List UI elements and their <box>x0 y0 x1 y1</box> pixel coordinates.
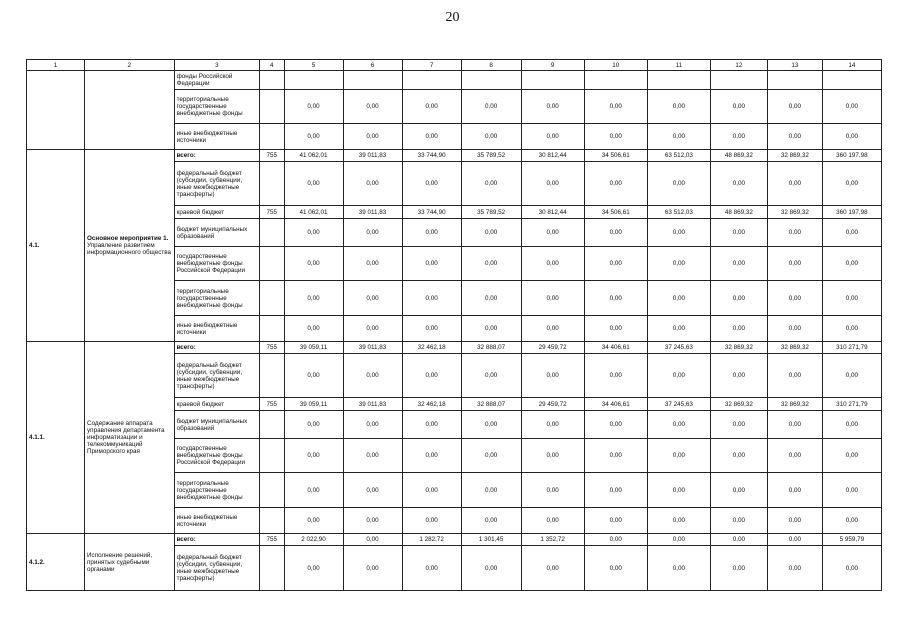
amount-cell: 0,00 <box>710 247 767 281</box>
budget-code <box>260 411 284 439</box>
row-index: 4.1. <box>27 150 85 342</box>
row-title <box>85 534 175 591</box>
amount-cell: 32 462,18 <box>402 398 461 411</box>
amount-cell: 0,00 <box>710 316 767 342</box>
amount-cell: 0,00 <box>767 281 822 316</box>
funding-source: федеральный бюджет (субсидии, субвенции, иные межбюджетные трансферты) <box>174 354 260 398</box>
amount-cell: 0,00 <box>647 162 710 206</box>
amount-cell: 0,00 <box>710 162 767 206</box>
funding-source: всего: <box>174 150 260 162</box>
amount-cell: 37 245,63 <box>647 342 710 354</box>
amount-cell: 0,00 <box>767 439 822 473</box>
amount-cell: 0,00 <box>461 162 521 206</box>
amount-cell <box>521 71 584 90</box>
amount-cell: 32 888,07 <box>461 342 521 354</box>
amount-cell <box>402 71 461 90</box>
funding-source: иные внебюджетные источники <box>174 316 260 342</box>
amount-cell: 0,00 <box>402 411 461 439</box>
amount-cell: 0,00 <box>584 90 647 124</box>
amount-cell: 39 059,11 <box>284 398 343 411</box>
amount-cell: 0,00 <box>584 534 647 546</box>
amount-cell: 41 062,01 <box>284 206 343 219</box>
amount-cell: 0,00 <box>710 508 767 534</box>
column-header: 8 <box>461 60 521 71</box>
amount-cell: 0,00 <box>284 162 343 206</box>
amount-cell: 0,00 <box>284 508 343 534</box>
amount-cell: 0,00 <box>521 354 584 398</box>
amount-cell: 63 512,03 <box>647 150 710 162</box>
amount-cell: 0,00 <box>461 473 521 508</box>
table-row <box>27 71 882 90</box>
amount-cell: 0,00 <box>521 281 584 316</box>
amount-cell: 32 869,32 <box>767 206 822 219</box>
amount-cell: 0,00 <box>647 354 710 398</box>
amount-cell: 0,00 <box>647 534 710 546</box>
amount-cell <box>343 71 402 90</box>
column-header: 4 <box>260 60 284 71</box>
amount-cell: 0,00 <box>343 534 402 546</box>
amount-cell: 30 812,44 <box>521 150 584 162</box>
funding-source: всего: <box>174 342 260 354</box>
budget-code: 755 <box>260 398 284 411</box>
amount-cell: 0,00 <box>584 219 647 247</box>
amount-cell: 0,00 <box>521 219 584 247</box>
amount-cell: 35 789,52 <box>461 206 521 219</box>
amount-cell: 39 011,83 <box>343 150 402 162</box>
amount-cell <box>710 71 767 90</box>
amount-cell: 63 512,03 <box>647 206 710 219</box>
row-title <box>85 150 175 342</box>
table-row <box>27 150 882 162</box>
amount-cell: 0,00 <box>710 546 767 591</box>
amount-cell: 0,00 <box>822 473 881 508</box>
funding-source: краевой бюджет <box>174 398 260 411</box>
table-body <box>27 71 882 591</box>
amount-cell: 0,00 <box>284 90 343 124</box>
amount-cell: 0,00 <box>767 473 822 508</box>
budget-code <box>260 316 284 342</box>
amount-cell: 0,00 <box>521 473 584 508</box>
amount-cell: 0,00 <box>461 546 521 591</box>
row-title <box>85 342 175 534</box>
funding-source: федеральный бюджет (субсидии, субвенции, иные межбюджетные трансферты) <box>174 162 260 206</box>
amount-cell: 0,00 <box>461 90 521 124</box>
funding-source: территориальные государственные внебюджетные фонды <box>174 90 260 124</box>
amount-cell: 0,00 <box>647 411 710 439</box>
amount-cell: 0,00 <box>461 439 521 473</box>
funding-source: территориальные государственные внебюджетные фонды <box>174 473 260 508</box>
amount-cell: 0,00 <box>402 124 461 150</box>
funding-source: краевой бюджет <box>174 206 260 219</box>
budget-code <box>260 473 284 508</box>
amount-cell: 32 869,32 <box>767 150 822 162</box>
column-header: 12 <box>710 60 767 71</box>
amount-cell: 0,00 <box>822 162 881 206</box>
column-header: 5 <box>284 60 343 71</box>
budget-code <box>260 219 284 247</box>
amount-cell: 0,00 <box>647 439 710 473</box>
amount-cell: 0,00 <box>402 546 461 591</box>
amount-cell: 0,00 <box>584 316 647 342</box>
amount-cell: 0,00 <box>822 281 881 316</box>
amount-cell: 0,00 <box>767 534 822 546</box>
amount-cell: 37 245,63 <box>647 398 710 411</box>
amount-cell: 0,00 <box>822 219 881 247</box>
amount-cell: 2 022,90 <box>284 534 343 546</box>
funding-source: федеральный бюджет (субсидии, субвенции, иные межбюджетные трансферты) <box>174 546 260 591</box>
amount-cell: 0,00 <box>521 411 584 439</box>
amount-cell: 0,00 <box>584 162 647 206</box>
column-header: 7 <box>402 60 461 71</box>
amount-cell: 0,00 <box>343 90 402 124</box>
amount-cell: 0,00 <box>647 546 710 591</box>
amount-cell: 39 011,83 <box>343 398 402 411</box>
amount-cell: 0,00 <box>710 124 767 150</box>
amount-cell: 0,00 <box>822 411 881 439</box>
column-header: 6 <box>343 60 402 71</box>
amount-cell: 39 011,83 <box>343 206 402 219</box>
amount-cell: 0,00 <box>584 473 647 508</box>
amount-cell: 0,00 <box>343 546 402 591</box>
amount-cell: 0,00 <box>284 473 343 508</box>
amount-cell: 32 888,07 <box>461 398 521 411</box>
amount-cell: 41 062,01 <box>284 150 343 162</box>
amount-cell <box>822 71 881 90</box>
amount-cell: 0,00 <box>521 90 584 124</box>
amount-cell: 0,00 <box>767 162 822 206</box>
amount-cell: 39 011,83 <box>343 342 402 354</box>
amount-cell: 5 959,79 <box>822 534 881 546</box>
amount-cell: 0,00 <box>343 508 402 534</box>
amount-cell: 0,00 <box>343 473 402 508</box>
amount-cell: 0,00 <box>822 354 881 398</box>
amount-cell: 0,00 <box>343 281 402 316</box>
amount-cell: 0,00 <box>284 411 343 439</box>
amount-cell: 0,00 <box>584 247 647 281</box>
budget-code <box>260 508 284 534</box>
funding-source: фонды Российской Федерации <box>174 71 260 90</box>
amount-cell: 0,00 <box>822 316 881 342</box>
amount-cell: 32 869,32 <box>710 342 767 354</box>
budget-code: 755 <box>260 206 284 219</box>
amount-cell: 0,00 <box>521 162 584 206</box>
amount-cell: 0,00 <box>461 354 521 398</box>
column-header: 10 <box>584 60 647 71</box>
amount-cell: 0,00 <box>343 124 402 150</box>
amount-cell: 29 459,72 <box>521 398 584 411</box>
amount-cell: 0,00 <box>767 219 822 247</box>
amount-cell: 310 271,79 <box>822 342 881 354</box>
amount-cell: 0,00 <box>647 473 710 508</box>
amount-cell: 33 744,90 <box>402 206 461 219</box>
amount-cell: 32 869,32 <box>710 398 767 411</box>
table-row <box>27 342 882 354</box>
amount-cell: 1 352,72 <box>521 534 584 546</box>
funding-source: иные внебюджетные источники <box>174 124 260 150</box>
amount-cell: 0,00 <box>402 247 461 281</box>
amount-cell: 0,00 <box>584 281 647 316</box>
amount-cell: 0,00 <box>521 316 584 342</box>
row-title-bold: Основное мероприятие 1. <box>87 235 169 242</box>
amount-cell: 0,00 <box>647 316 710 342</box>
column-header: 3 <box>174 60 260 71</box>
amount-cell <box>461 71 521 90</box>
row-title <box>85 71 175 150</box>
amount-cell: 0,00 <box>284 124 343 150</box>
amount-cell: 0,00 <box>710 411 767 439</box>
amount-cell: 0,00 <box>767 316 822 342</box>
amount-cell: 0,00 <box>647 281 710 316</box>
funding-source: государственные внебюджетные фонды Российской Федерации <box>174 439 260 473</box>
amount-cell: 0,00 <box>402 473 461 508</box>
amount-cell: 29 459,72 <box>521 342 584 354</box>
amount-cell: 0,00 <box>767 508 822 534</box>
amount-cell: 0,00 <box>284 546 343 591</box>
amount-cell: 32 869,32 <box>767 342 822 354</box>
amount-cell: 1 301,45 <box>461 534 521 546</box>
amount-cell: 0,00 <box>584 439 647 473</box>
funding-source: государственные внебюджетные фонды Российской Федерации <box>174 247 260 281</box>
amount-cell: 35 789,52 <box>461 150 521 162</box>
amount-cell: 0,00 <box>822 546 881 591</box>
amount-cell: 0,00 <box>647 508 710 534</box>
amount-cell: 0,00 <box>767 546 822 591</box>
amount-cell: 0,00 <box>402 439 461 473</box>
amount-cell: 0,00 <box>461 124 521 150</box>
amount-cell: 0,00 <box>402 90 461 124</box>
amount-cell: 360 197,98 <box>822 150 881 162</box>
budget-code <box>260 546 284 591</box>
budget-code <box>260 439 284 473</box>
header-row <box>27 60 882 71</box>
amount-cell: 0,00 <box>584 546 647 591</box>
row-index: 4.1.2. <box>27 534 85 591</box>
amount-cell: 360 197,98 <box>822 206 881 219</box>
amount-cell: 0,00 <box>284 219 343 247</box>
row-title-text: Управление развитием информационного общества <box>87 242 172 256</box>
amount-cell: 0,00 <box>521 508 584 534</box>
budget-code <box>260 247 284 281</box>
amount-cell: 0,00 <box>647 90 710 124</box>
column-header: 11 <box>647 60 710 71</box>
funding-source: территориальные государственные внебюджетные фонды <box>174 281 260 316</box>
amount-cell: 0,00 <box>822 439 881 473</box>
table-row <box>27 534 882 546</box>
amount-cell <box>647 71 710 90</box>
amount-cell: 0,00 <box>710 90 767 124</box>
amount-cell: 0,00 <box>710 439 767 473</box>
amount-cell: 0,00 <box>461 247 521 281</box>
amount-cell: 33 744,90 <box>402 150 461 162</box>
amount-cell: 0,00 <box>461 281 521 316</box>
funding-source: всего: <box>174 534 260 546</box>
amount-cell: 0,00 <box>647 124 710 150</box>
amount-cell <box>284 71 343 90</box>
amount-cell <box>584 71 647 90</box>
budget-code <box>260 124 284 150</box>
amount-cell: 0,00 <box>402 219 461 247</box>
amount-cell: 0,00 <box>343 439 402 473</box>
budget-code: 755 <box>260 534 284 546</box>
amount-cell: 0,00 <box>584 354 647 398</box>
amount-cell: 0,00 <box>343 354 402 398</box>
page-number: 20 <box>445 10 460 25</box>
budget-code <box>260 162 284 206</box>
column-header: 1 <box>27 60 85 71</box>
amount-cell: 34 406,61 <box>584 342 647 354</box>
amount-cell: 34 406,61 <box>584 398 647 411</box>
amount-cell: 0,00 <box>402 281 461 316</box>
budget-code <box>260 354 284 398</box>
amount-cell: 0,00 <box>284 316 343 342</box>
amount-cell: 48 869,32 <box>710 206 767 219</box>
funding-source: бюджет муниципальных образований <box>174 411 260 439</box>
amount-cell: 0,00 <box>710 219 767 247</box>
funding-source: иные внебюджетные источники <box>174 508 260 534</box>
amount-cell: 32 462,18 <box>402 342 461 354</box>
amount-cell: 0,00 <box>461 411 521 439</box>
amount-cell: 0,00 <box>284 354 343 398</box>
amount-cell: 0,00 <box>284 439 343 473</box>
row-title-text: Исполнение решений, принятых судебными органами <box>87 551 153 573</box>
amount-cell: 0,00 <box>402 354 461 398</box>
amount-cell: 0,00 <box>284 281 343 316</box>
amount-cell: 48 869,32 <box>710 150 767 162</box>
amount-cell: 0,00 <box>767 411 822 439</box>
amount-cell: 0,00 <box>647 247 710 281</box>
amount-cell: 0,00 <box>822 124 881 150</box>
amount-cell: 30 812,44 <box>521 206 584 219</box>
amount-cell: 0,00 <box>822 508 881 534</box>
amount-cell: 34 506,61 <box>584 150 647 162</box>
amount-cell: 0,00 <box>521 124 584 150</box>
amount-cell: 0,00 <box>284 247 343 281</box>
column-header: 2 <box>85 60 175 71</box>
amount-cell: 310 271,79 <box>822 398 881 411</box>
amount-cell: 0,00 <box>402 316 461 342</box>
amount-cell: 0,00 <box>343 316 402 342</box>
amount-cell: 0,00 <box>710 281 767 316</box>
budget-code: 755 <box>260 342 284 354</box>
amount-cell: 0,00 <box>647 219 710 247</box>
amount-cell: 0,00 <box>521 439 584 473</box>
amount-cell: 39 059,11 <box>284 342 343 354</box>
amount-cell: 0,00 <box>402 162 461 206</box>
amount-cell: 0,00 <box>767 247 822 281</box>
amount-cell: 0,00 <box>710 473 767 508</box>
amount-cell: 0,00 <box>343 247 402 281</box>
budget-table <box>26 59 882 591</box>
column-header: 13 <box>767 60 822 71</box>
budget-code <box>260 71 284 90</box>
amount-cell: 0,00 <box>767 124 822 150</box>
amount-cell: 32 869,32 <box>767 398 822 411</box>
amount-cell: 0,00 <box>584 411 647 439</box>
amount-cell: 0,00 <box>822 247 881 281</box>
amount-cell: 0,00 <box>767 90 822 124</box>
amount-cell: 0,00 <box>402 508 461 534</box>
amount-cell: 0,00 <box>521 546 584 591</box>
column-header: 14 <box>822 60 881 71</box>
column-header: 9 <box>521 60 584 71</box>
funding-source: бюджет муниципальных образований <box>174 219 260 247</box>
budget-code <box>260 281 284 316</box>
amount-cell: 0,00 <box>461 219 521 247</box>
amount-cell <box>767 71 822 90</box>
amount-cell: 0,00 <box>343 162 402 206</box>
amount-cell: 34 506,61 <box>584 206 647 219</box>
amount-cell: 0,00 <box>343 411 402 439</box>
amount-cell: 1 282,72 <box>402 534 461 546</box>
row-index: 4.1.1. <box>27 342 85 534</box>
amount-cell: 0,00 <box>710 354 767 398</box>
amount-cell: 0,00 <box>584 508 647 534</box>
budget-code <box>260 90 284 124</box>
amount-cell: 0,00 <box>767 354 822 398</box>
amount-cell: 0,00 <box>461 316 521 342</box>
row-title-text: Содержание аппарата управления департамента информатизации и телекоммуникаций Приморского края <box>87 420 165 455</box>
amount-cell: 0,00 <box>710 534 767 546</box>
amount-cell: 0,00 <box>584 124 647 150</box>
amount-cell: 0,00 <box>461 508 521 534</box>
row-index <box>27 71 85 150</box>
amount-cell: 0,00 <box>521 247 584 281</box>
amount-cell: 0,00 <box>343 219 402 247</box>
budget-code: 755 <box>260 150 284 162</box>
amount-cell: 0,00 <box>822 90 881 124</box>
